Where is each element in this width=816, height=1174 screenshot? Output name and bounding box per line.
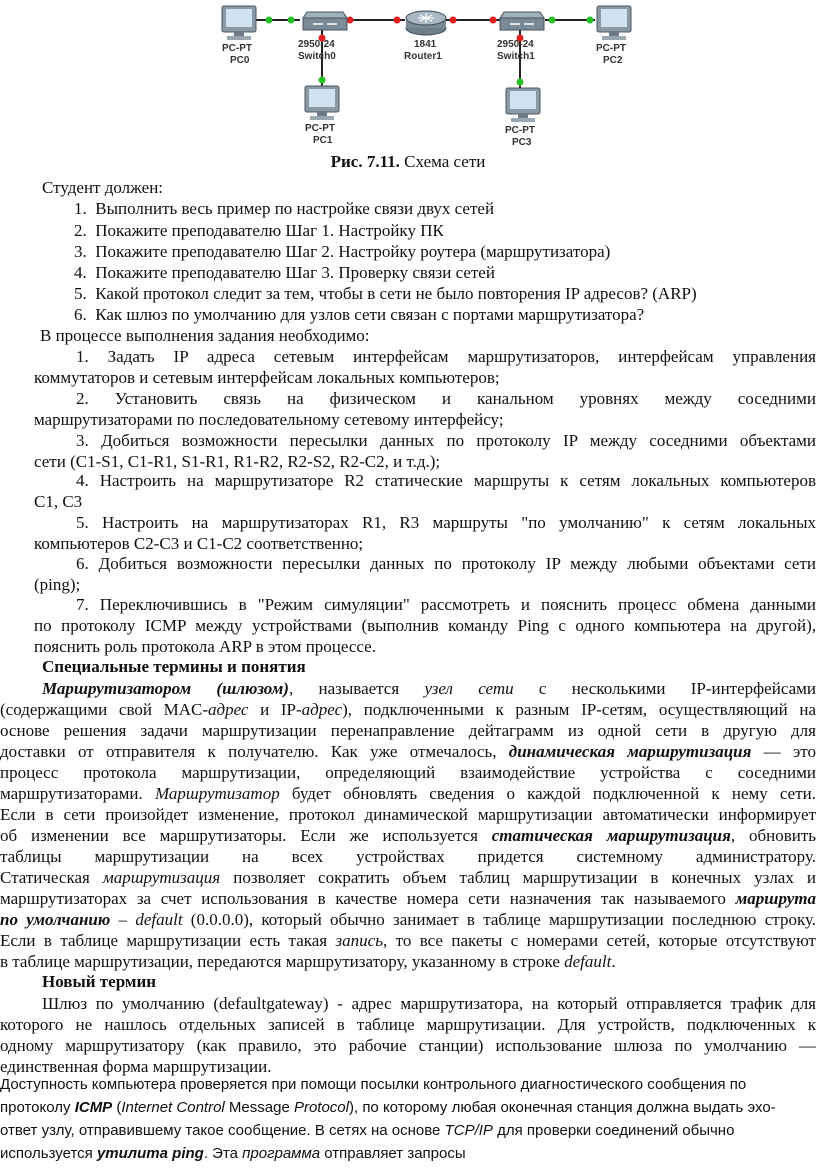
process-item-7: 7. Переключившись в "Режим симуляции" рассмотреть и пояснить процесс обмена данными по протоколу ICMP между устройствами (выполнив команду Ping с одного компьютера на другой), пояснить роль протокола ARP в этом процессе. bbox=[34, 595, 816, 656]
pc0-device[interactable] bbox=[222, 6, 256, 40]
pc2-type-label: PC-PT bbox=[596, 43, 626, 54]
pc2-name-label: PC2 bbox=[603, 55, 623, 66]
pc-icon bbox=[597, 6, 631, 40]
pc0-type-label: PC-PT bbox=[222, 43, 252, 54]
pc2-device[interactable] bbox=[597, 6, 631, 40]
new-term-paragraph: Шлюз по умолчанию (defaultgateway) - адрес маршрутизатора, на который отправляется трафик для которого не нашлось отдельных записей в таблице маршрутизации. Для устройств, подключенных к одному маршрутизатору (как правило, это рабочие станции) использование шлюза по умолчанию — единственная форма маршрутизации. bbox=[0, 994, 816, 1076]
student-intro: Студент должен: bbox=[42, 178, 164, 197]
caption-text: Схема сети bbox=[399, 152, 486, 171]
task-item: 3. Покажите преподавателю Шаг 2. Настройку роутера (маршрутизатора) bbox=[74, 242, 611, 261]
process-item-6: 6. Добиться возможности пересылки данных по протоколу IP между любыми объектами сети (ping); bbox=[34, 554, 816, 594]
task-item: 2. Покажите преподавателю Шаг 1. Настройку ПК bbox=[74, 221, 444, 240]
process-item-2: 2. Установить связь на физическом и канальном уровнях между соседними маршрутизаторами по последовательному сетевому интерфейсу; bbox=[34, 389, 816, 429]
new-term-heading: Новый термин bbox=[42, 972, 157, 991]
process-item-4: 4. Настроить на маршрутизаторе R2 статические маршруты к сетям локальных компьютеров C1, C3 bbox=[34, 471, 816, 511]
terms-heading: Специальные термины и понятия bbox=[42, 657, 306, 676]
process-item-5: 5. Настроить на маршрутизаторах R1, R3 маршруты "по умолчанию" к сетям локальных компьютеров C2-C3 и C1-C2 соответственно; bbox=[34, 513, 816, 553]
pc1-name-label: PC1 bbox=[313, 135, 333, 146]
switch0-device[interactable] bbox=[303, 12, 347, 30]
pc-icon bbox=[222, 6, 256, 40]
task-item: 4. Покажите преподавателю Шаг 3. Проверку связи сетей bbox=[74, 263, 495, 282]
icmp-paragraph: Доступность компьютера проверяется при помощи посылки контрольного диагностического сообщения по протоколу ICMP (Internet Control Message Protocol), по которому любая оконечная станция должна выдать эхо- ответ узлу, отправившему такое сообщение. В сетях на основе TCP/IP для проверки соединений обычно используется утилита ping. Эта программа отправляет запросы bbox=[0, 1076, 776, 1162]
process-item-3: 3. Добиться возможности пересылки данных по протоколу IP между соседними объектами сети (C1-S1, C1-R1, S1-R1, R1-R2, R2-S2, R2-C2, и т.д.); bbox=[34, 431, 816, 471]
pc0-name-label: PC0 bbox=[230, 55, 250, 66]
switch1-name-label: Switch1 bbox=[497, 51, 535, 62]
pc1-device[interactable] bbox=[305, 86, 339, 120]
pc3-type-label: PC-PT bbox=[505, 125, 535, 136]
task-item: 5. Какой протокол следит за тем, чтобы в сети не было повторения IP адресов? (ARP) bbox=[74, 284, 697, 303]
switch0-name-label: Switch0 bbox=[298, 51, 336, 62]
pc3-device[interactable] bbox=[506, 88, 540, 122]
process-item-1: 1. Задать IP адреса сетевым интерфейсам маршрутизаторов, интерфейсам управления коммутаторов и сетевым интерфейсам локальных компьютеров; bbox=[34, 347, 816, 387]
pc3-name-label: PC3 bbox=[512, 137, 532, 148]
router-icon bbox=[406, 11, 446, 35]
pc-icon bbox=[305, 86, 339, 120]
process-intro: В процессе выполнения задания необходимо: bbox=[40, 326, 370, 345]
task-item: 6. Как шлюз по умолчанию для узлов сети связан с портами маршрутизатора? bbox=[74, 305, 645, 324]
switch-icon bbox=[500, 12, 544, 30]
network-diagram bbox=[0, 0, 816, 160]
router1-name-label: Router1 bbox=[404, 51, 442, 62]
pc-icon bbox=[506, 88, 540, 122]
pc1-type-label: PC-PT bbox=[305, 123, 335, 134]
figure-caption bbox=[0, 152, 816, 172]
switch1-type-label: 2950-24 bbox=[497, 39, 534, 50]
switch0-type-label: 2950-24 bbox=[298, 39, 335, 50]
caption-label: Рис. 7.11. bbox=[330, 152, 400, 171]
switch-icon bbox=[303, 12, 347, 30]
terms-paragraph: Маршрутизатором (шлюзом), называется узел сети с несколькими IP-интерфейсами (содержащими свой MAC-адрес и IP-адрес), подключенными к разным IP-сетям, осуществляющий на основе решения задачи маршрутизации перенаправление дейтаграмм из одной сети в другую для доставки от отправителя к получателю. Как уже отмечалось, динамическая маршрутизация — это процесс протокола маршрутизации, определяющий взаимодействие устройства с соседними маршрутизаторами. Маршрутизатор будет обновлять сведения о каждой подключенной к нему сети. Если в сети произойдет изменение, протокол динамической маршрутизации автоматически информирует об изменении все маршрутизаторы. Если же используется статическая маршрутизация, обновить таблицы маршрутизации на всех устройствах придется системному администратору. Статическая маршрутизация позволяет сократить объем таблиц маршрутизации в конечных узлах и маршрутизаторах за счет использования в качестве номера сети назначения так называемого маршрута по умолчанию – default (0.0.0.0), который обычно занимает в таблице маршрутизации последнюю строку. Если в таблице маршрутизации есть такая запись, то все пакеты с номерами сетей, которые отсутствуют в таблице маршрутизации, передаются маршрутизатору, указанному в строке default. bbox=[0, 679, 816, 971]
switch1-device[interactable] bbox=[500, 12, 544, 30]
router1-type-label: 1841 bbox=[414, 39, 437, 50]
router1-device[interactable] bbox=[406, 11, 446, 35]
task-item: 1. Выполнить весь пример по настройке связи двух сетей bbox=[74, 199, 495, 218]
